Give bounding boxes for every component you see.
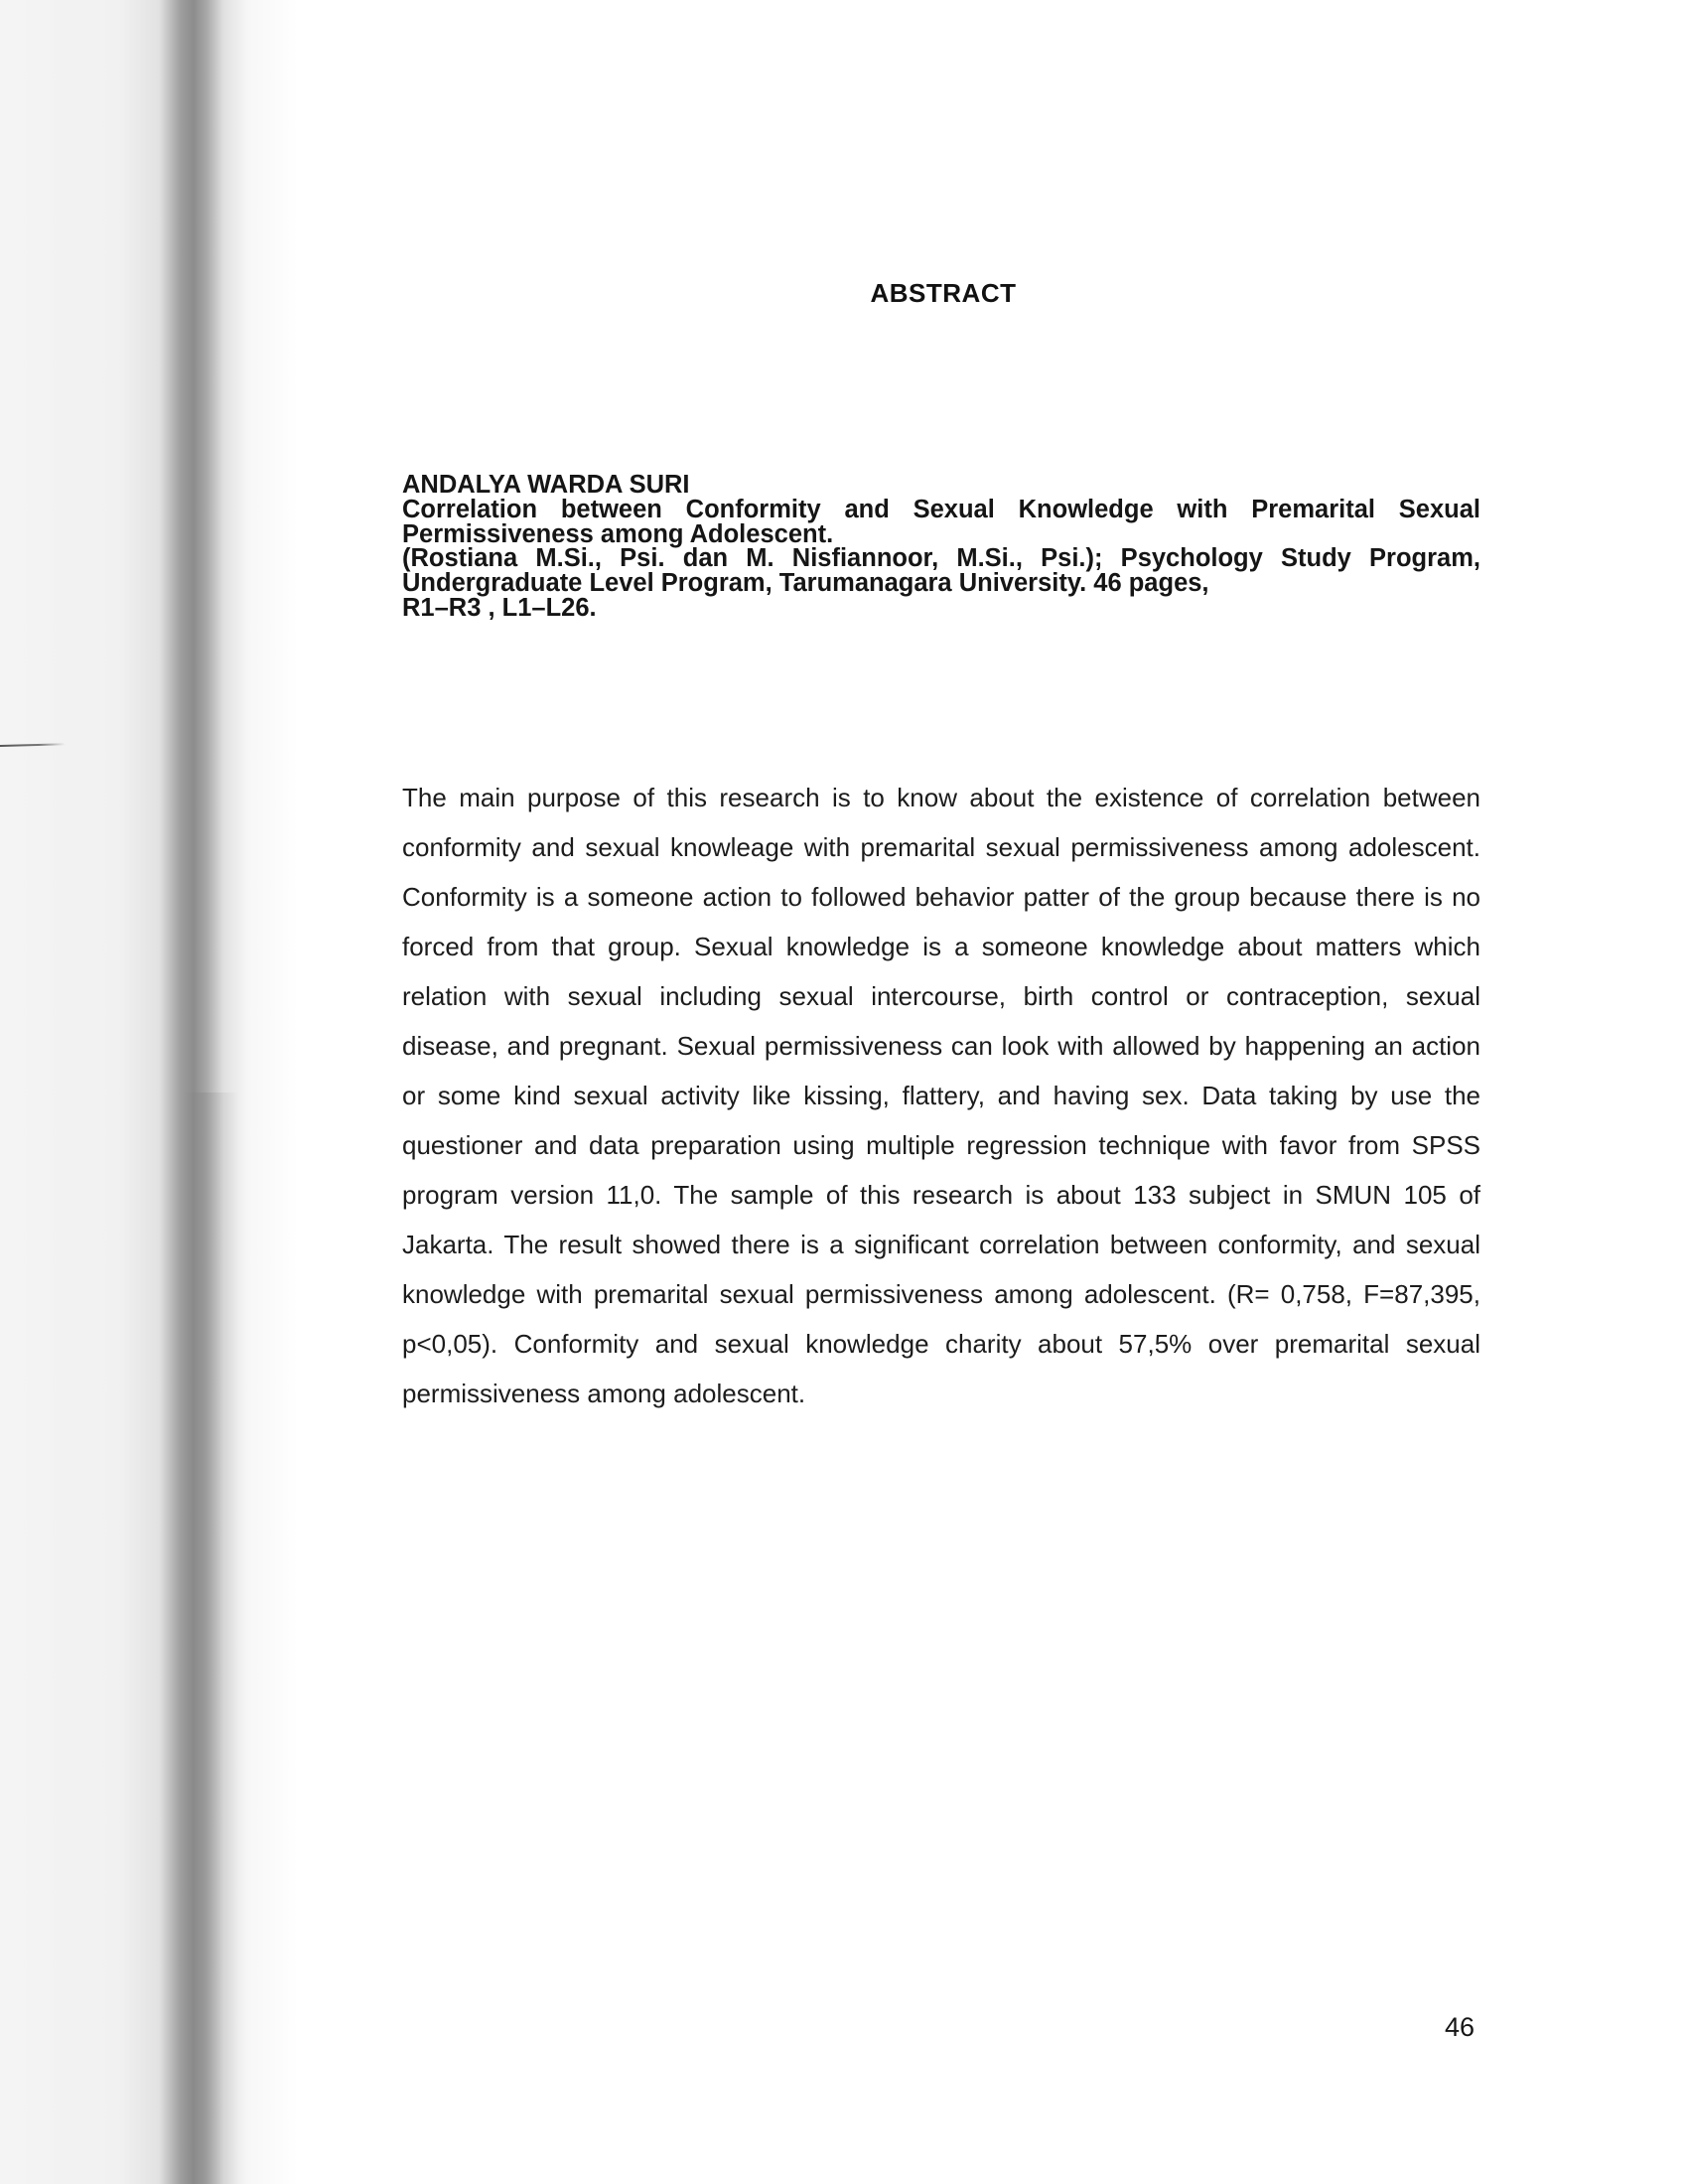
thesis-title: Correlation between Conformity and Sexual Knowledge with Premarital Sexual Permissiveness among Adolescent. xyxy=(402,495,1480,548)
abstract-body xyxy=(402,773,1480,1418)
author-name: ANDALYA WARDA SURI xyxy=(402,471,690,499)
supervisors-program: (Rostiana M.Si., Psi. dan M. Nisfiannoor, M.Si., Psi.); Psychology Study Program, Undergraduate Level Program, Tarumanagara University. 46 pages, xyxy=(402,544,1480,598)
references-range: R1–R3 , L1–L26. xyxy=(402,593,597,622)
page-number: 46 xyxy=(1445,2012,1476,2042)
abstract-heading: ABSTRACT xyxy=(870,278,1017,308)
thesis-metadata xyxy=(402,473,1480,621)
abstract-paragraph: The main purpose of this research is to know about the existence of correlation between conformity and sexual knowleage with premarital sexual permissiveness among adolescent. Conformity is a someone action to followed behavior patter of the group because there is no forced from that group. Sexual knowledge is a someone knowledge about matters which relation with sexual including sexual intercourse, birth control or contraception, sexual disease, and pregnant. Sexual permissiveness can look with allowed by happening an action or some kind sexual activity like kissing, flattery, and having sex. Data taking by use the questioner and data preparation using multiple regression technique with favor from SPSS program version 11,0. The sample of this research is about 133 subject in SMUN 105 of Jakarta. The result showed there is a significant correlation between conformity, and sexual knowledge with premarital sexual permissiveness among adolescent. (R= 0,758, F=87,395, p<0,05). Conformity and sexual knowledge charity about 57,5% over premarital sexual permissiveness among adolescent. xyxy=(402,783,1480,1408)
